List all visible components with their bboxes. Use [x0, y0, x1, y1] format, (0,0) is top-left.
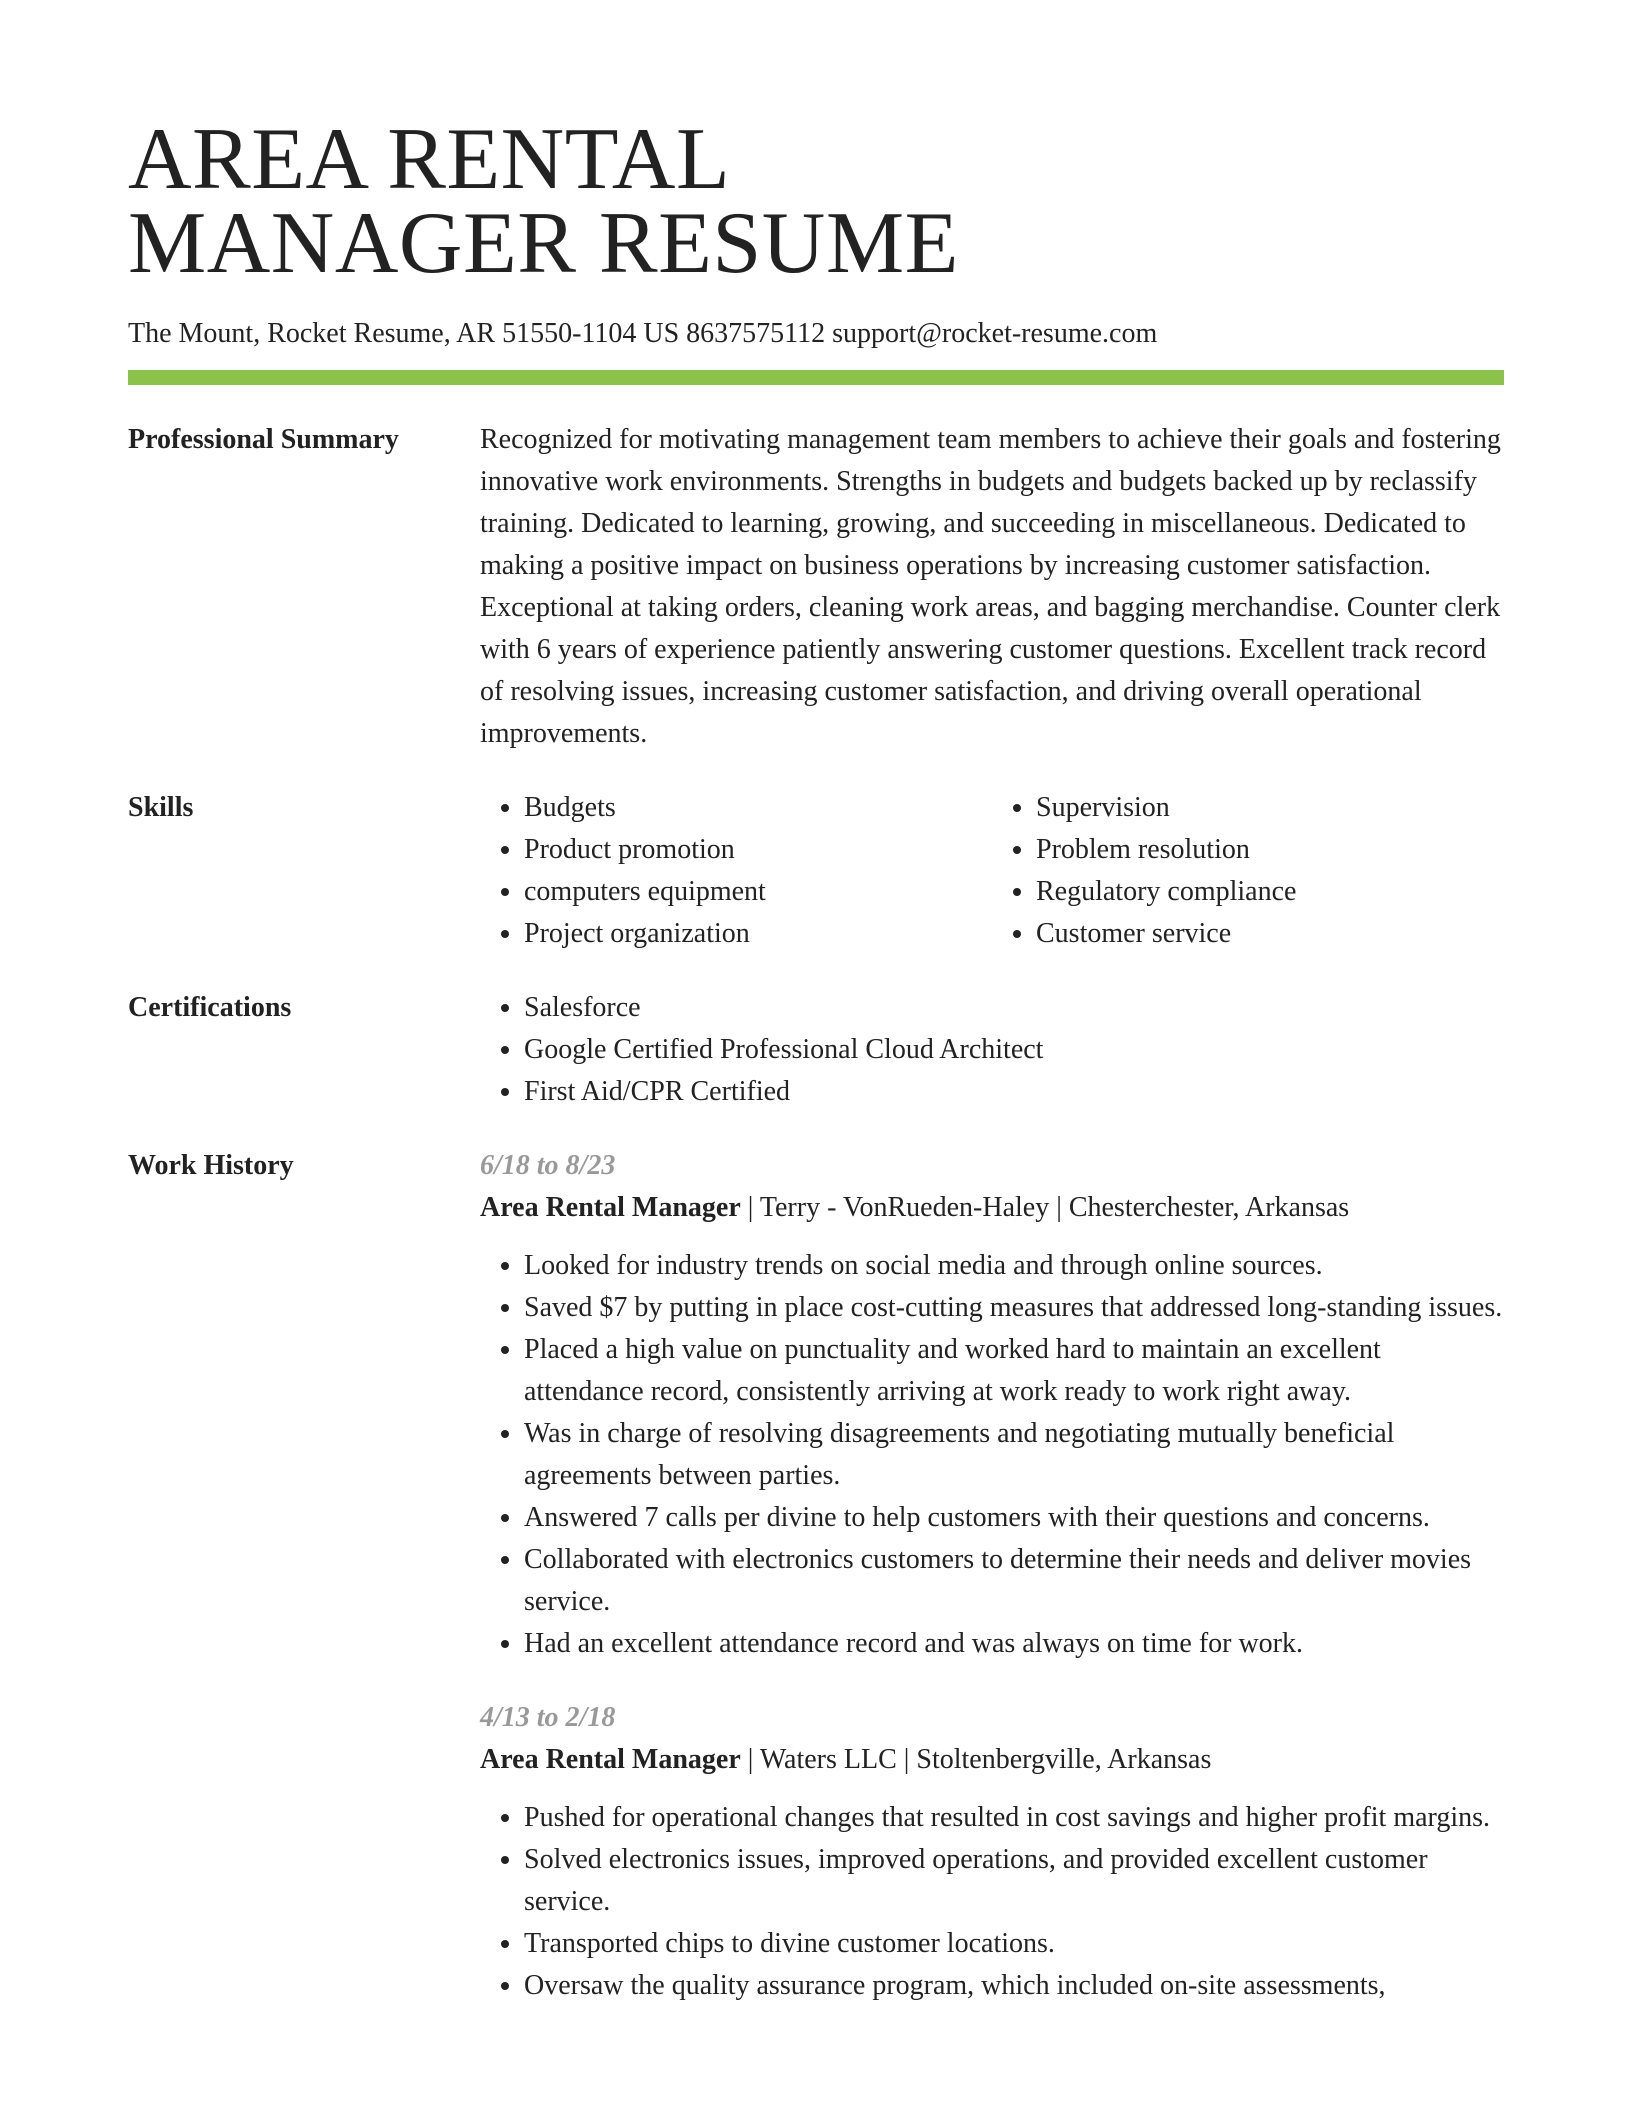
header-divider	[128, 370, 1504, 385]
job-bullet: • Placed a high value on punctuality and worked hard to maintain an excellent attendance record, consistently arriving at work ready to work right away.	[524, 1329, 1504, 1413]
summary-text: Recognized for motivating management team members to achieve their goals and fostering innovative work environments. Strengths in budgets and budgets backed up by reclassify training. Dedicated to learning, growing, and succeeding in miscellaneous. Dedicated to making a positive impact on business operations by increasing customer satisfaction. Exceptional at taking orders, cleaning work areas, and bagging merchandise. Counter clerk with 6 years of experience patiently answering customer questions. Excellent track record of resolving issues, increasing customer satisfaction, and driving overall operational improvements.	[480, 424, 1501, 749]
section-label-work-history: Work History	[128, 1150, 294, 1181]
skill-item: • computers equipment	[524, 871, 992, 913]
section-professional-summary	[128, 419, 1504, 755]
job-entry	[480, 1145, 1504, 1665]
skills-list-left	[480, 787, 992, 955]
job-bullet: • Transported chips to divine customer locations.	[524, 1923, 1504, 1965]
skills-list-right	[992, 787, 1504, 955]
job-heading	[480, 1739, 1504, 1781]
skill-item: • Supervision	[1036, 787, 1504, 829]
job-bullet: • Pushed for operational changes that resulted in cost savings and higher profit margins.	[524, 1797, 1504, 1839]
job-bullet: • Looked for industry trends on social media and through online sources.	[524, 1245, 1504, 1287]
certification-item: • Google Certified Professional Cloud Architect	[524, 1029, 1504, 1071]
job-entry	[480, 1697, 1504, 2007]
section-label-summary: Professional Summary	[128, 424, 399, 455]
skill-item: • Budgets	[524, 787, 992, 829]
job-employer-location: | Waters LLC | Stoltenbergville, Arkansas	[740, 1744, 1212, 1775]
job-employer-location: | Terry - VonRueden-Haley | Chesterchester, Arkansas	[740, 1192, 1350, 1223]
job-dates: 4/13 to 2/18	[480, 1702, 616, 1733]
section-label-certifications: Certifications	[128, 992, 292, 1023]
job-bullet: • Solved electronics issues, improved operations, and provided excellent customer service.	[524, 1839, 1504, 1923]
skill-item: • Problem resolution	[1036, 829, 1504, 871]
job-bullets	[480, 1245, 1504, 1665]
job-bullet: • Answered 7 calls per divine to help customers with their questions and concerns.	[524, 1497, 1504, 1539]
skill-item: • Customer service	[1036, 913, 1504, 955]
section-certifications	[128, 987, 1504, 1113]
title-line-1: AREA RENTAL	[128, 111, 731, 208]
resume-page	[128, 111, 1504, 2007]
section-work-history	[128, 1145, 1504, 2007]
title-line-2: MANAGER RESUME	[128, 195, 959, 292]
job-bullet: • Was in charge of resolving disagreements and negotiating mutually beneficial agreements between parties.	[524, 1413, 1504, 1497]
skill-item: • Regulatory compliance	[1036, 871, 1504, 913]
job-bullet: • Collaborated with electronics customers to determine their needs and deliver movies service.	[524, 1539, 1504, 1623]
section-label-skills: Skills	[128, 792, 194, 823]
section-skills	[128, 787, 1504, 955]
job-heading	[480, 1187, 1504, 1229]
skill-item: • Product promotion	[524, 829, 992, 871]
skills-grid	[480, 787, 1504, 955]
job-bullet: • Oversaw the quality assurance program, which included on-site assessments,	[524, 1965, 1504, 2007]
certification-item: • Salesforce	[524, 987, 1504, 1029]
job-title: Area Rental Manager	[480, 1744, 741, 1775]
certifications-list	[480, 987, 1504, 1113]
job-title: Area Rental Manager	[480, 1192, 741, 1223]
job-bullet: • Saved $7 by putting in place cost-cutting measures that addressed long-standing issues.	[524, 1287, 1504, 1329]
job-bullet: • Had an excellent attendance record and was always on time for work.	[524, 1623, 1504, 1665]
certification-item: • First Aid/CPR Certified	[524, 1071, 1504, 1113]
skill-item: • Project organization	[524, 913, 992, 955]
contact-info: The Mount, Rocket Resume, AR 51550-1104 US 8637575112 support@rocket-resume.com	[128, 318, 1158, 349]
job-bullets	[480, 1797, 1504, 2007]
resume-title	[128, 111, 1504, 292]
job-dates: 6/18 to 8/23	[480, 1150, 616, 1181]
